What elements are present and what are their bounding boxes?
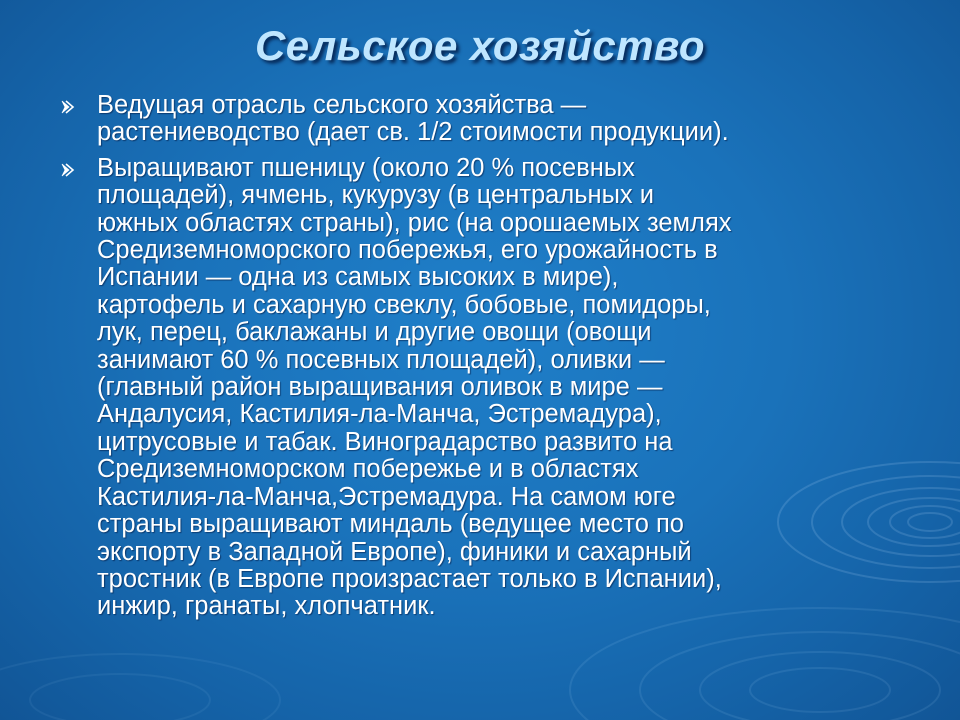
bullet-item-crop-farming bbox=[60, 92, 910, 147]
bullet-list bbox=[60, 92, 910, 629]
bullet-text: Ведущая отрасль сельского хозяйства — растениеводство (дает св. 1/2 стоимости продукции). bbox=[97, 91, 729, 147]
arrow-chevron-bullet-icon bbox=[60, 162, 76, 178]
bullet-item-crops-grown bbox=[60, 155, 910, 621]
slide-title: Сельское хозяйство bbox=[254, 22, 706, 69]
arrow-chevron-bullet-icon bbox=[60, 99, 76, 115]
bullet-text: Выращивают пшеницу (около 20 % посевных площадей), ячмень, кукурузу (в центральных и южных областях страны), рис (на орошаемых землях Средиземноморского побережья, его урожайность в Испании — одна из самых высоких в мире), картофель и сахарную свеклу, бобовые, помидоры, лук, перец, баклажаны и другие овощи (овощи занимают 60 % посевных площадей), оливки — (главный район выращивания оливок в мире — Андалусия, Кастилия-ла-Манча, Эстремадура), цитрусовые и табак. Виноградарство развито на Средиземноморском побережье и в областях Кастилия-ла-Манча,Эстремадура. На самом юге страны выращивают миндаль (ведущее место по экспорту в Западной Европе), финики и сахарный тростник (в Европе произрастает только в Испании), инжир, гранаты, хлопчатник. bbox=[97, 153, 732, 621]
